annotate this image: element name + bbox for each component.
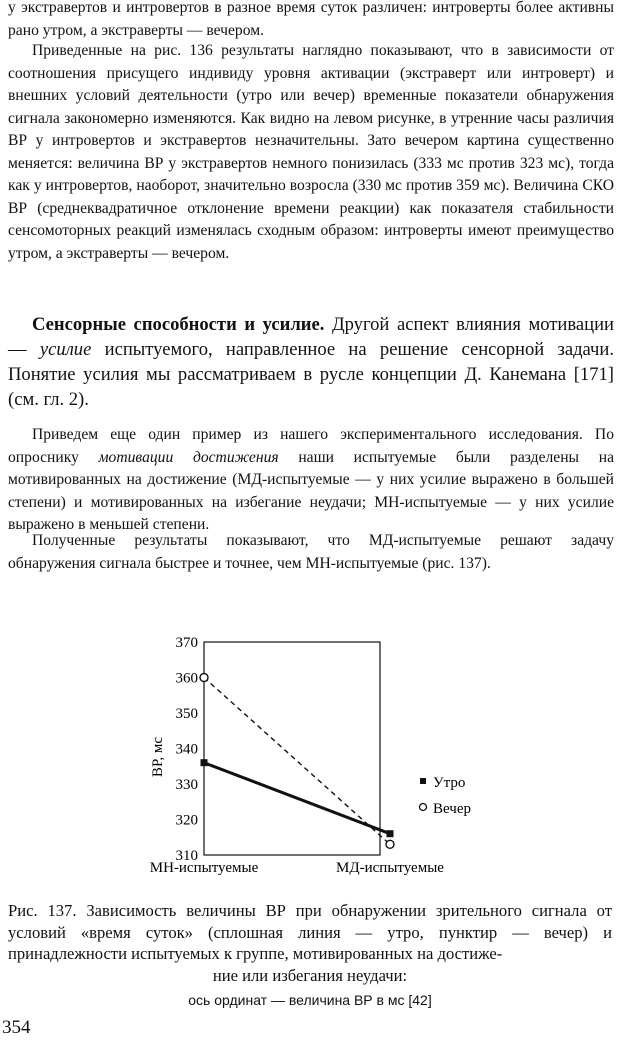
section-heading: Сенсорные способности и усилие. [32,314,325,335]
legend-marker-morning [420,778,426,784]
series-group [200,674,394,849]
x-axis-labels [150,860,445,876]
page-number: 354 [2,1017,31,1038]
legend [420,775,472,817]
paragraph-3-text-2: испытуемого, направленное на решение сенсорной задачи. Понятие усилия мы рассматриваем в русле концепции Д. Канемана [171] (см. гл. 2). [8,339,614,410]
y-axis-label: ВР, мс [150,736,166,778]
paragraph-4-italic: мотивации достижения [98,448,279,466]
paragraph-3-text-1: Другой аспект влияния мотивации — [8,314,615,360]
paragraph-3 [8,312,614,412]
paragraph-4-text-1: Приведем еще один пример из нашего экспериментального исследования. По опроснику [8,426,614,466]
data-point-morning [387,830,394,837]
data-point-morning [201,759,208,766]
caption-source-note: ось ординат — величина ВР в мс [42] [188,992,432,1008]
series-line-morning [204,763,390,834]
x-tick-label: МН-испытуемые [149,860,259,876]
paragraph-4-text-2: наши испытуемые были разделены на мотивированных на достижение (МД-испытуемые — у них усилие выражено в большей степени) и мотивированных на избегание неудачи; МН-испытуемые — у них усилие выражено в меньшей степени. [8,448,614,533]
plot-frame [204,642,380,855]
paragraph-3-italic: усилие [39,339,92,360]
y-tick-label: 320 [175,812,198,829]
paragraph-5: Полученные результаты показывают, что МД-испытуемые решают задачу обнаружения сигнала быстрее и точнее, чем МН-испытуемые (рис. 137). [8,532,614,572]
y-tick-label: 370 [175,635,198,651]
y-tick-label: 360 [175,670,198,687]
caption-last-line: ние или избегания неудачи: [212,965,408,985]
paragraph-1: у экстравертов и интровертов в разное время суток различен: интроверты более активны рано утром, а экстраверты — вечером. [8,0,614,39]
paragraph-2: Приведенные на рис. 136 результаты наглядно показывают, что в зависимости от соотношения присущего индивиду уровня активации (экстраверт или интроверт) и внешних условий деятельности (утро или вечер) временные показатели обнаружения сигнала закономерно изменяются. Как видно на левом рисунке, в утренние часы различия ВР у интровертов и экстравертов незначительны. Зато вечером картина существенно меняется: величина ВР у экстравертов немного понизилась (333 мс против 323 мс), тогда как у интровертов, наоборот, значительно возросла (330 мс против 359 мс). Величина СКО ВР (среднеквадратичное отклонение времени реакции) как показателя стабильности сенсомоторных реакций изменялась сходным образом: интроверты имеют преимущество утром, а экстраверты — вечером. [8,42,614,262]
legend-label-evening: Вечер [433,801,471,817]
caption-main: Рис. 137. Зависимость величины ВР при обнаружении зрительного сигнала от условий «время суток» (сплошная линия — утро, пунктир — вечер) и принадлежности испытуемых к группе, мотивированных на достиже- [8,901,612,963]
y-axis-ticks [176,635,199,864]
data-point-evening [386,840,394,848]
figure-caption [8,900,612,986]
legend-label-morning: Утро [433,775,466,791]
y-tick-label: 350 [175,706,198,722]
y-tick-label: 310 [175,848,198,864]
y-tick-label: 330 [175,777,198,793]
data-point-evening [200,674,208,682]
figure-137-chart [0,620,620,890]
series-line-evening [204,678,390,845]
x-tick-label: МД-испытуемые [336,860,444,876]
paragraph-4 [8,424,614,537]
legend-marker-evening [420,804,427,811]
y-tick-label: 340 [175,741,198,758]
